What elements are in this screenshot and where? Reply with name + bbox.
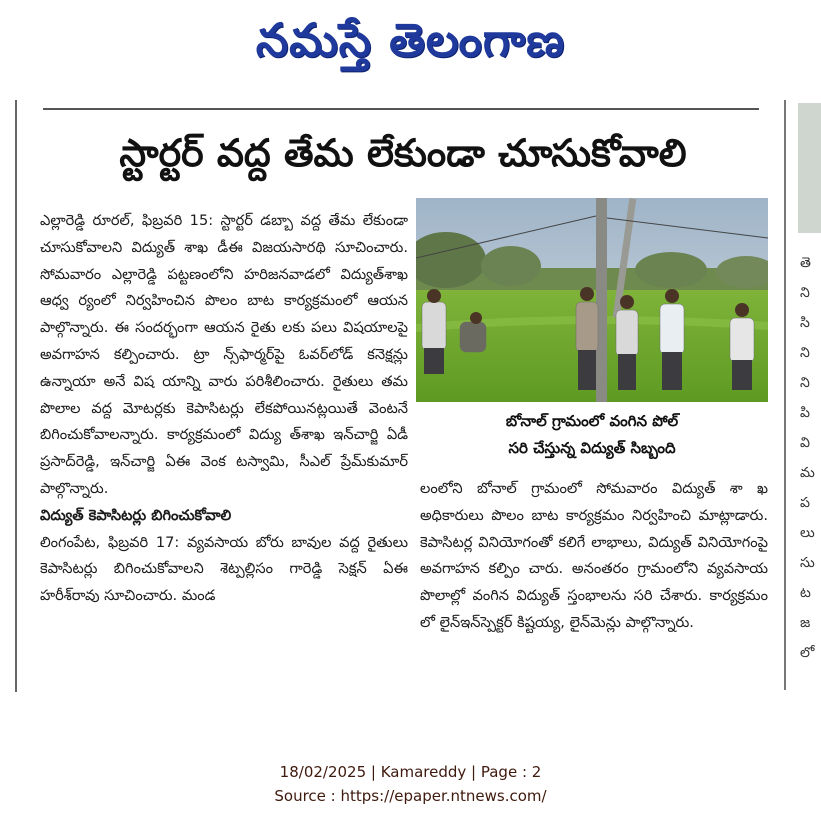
adjacent-text-glyph: ప [800,495,810,511]
newspaper-masthead: నమస్తే తెలంగాణ [255,13,566,67]
footer-edition-info: 18/02/2025 | Kamareddy | Page : 2 [279,763,542,781]
footer-source-link[interactable]: Source : https://epaper.ntnews.com/ [274,787,547,805]
adjacent-text-glyph: లో [800,645,815,661]
adjacent-photo-edge [798,103,821,233]
adjacent-text-glyph: ని [800,285,810,301]
article-subheading: విద్యుత్ కెపాసిటర్లు బిగించుకోవాలి [40,506,232,524]
article-photo [416,198,768,402]
adjacent-text-glyph: మ [800,465,815,481]
adjacent-article-strip [788,95,821,695]
adjacent-text-glyph: పి [800,405,810,421]
adjacent-text-glyph: వి [800,435,810,451]
adjacent-text-glyph: సి [800,315,810,331]
article-headline: స్టార్టర్ వద్ద తేమ లేకుండా చూసుకోవాలి [119,131,687,175]
adjacent-text-glyph: ట [800,585,811,601]
adjacent-text-glyph: ని [800,345,810,361]
article-paragraph: లింగంపేట, ఫిబ్రవరి 17: వ్యవసాయ బోరు బావుల వద్ద రైతులు కెపాసిటర్లు బిగించుకోవాలని శెట్పల్లిసం గారెడ్డి సెక్షన్ ఏఈ హరీశ్‌రావు సూచించారు. మండ [40,533,408,605]
top-rule [43,108,759,110]
article-left-column [40,208,408,610]
adjacent-text-glyph: ని [800,375,810,391]
article-paragraph: లంలోని బోనాల్ గ్రామంలో సోమవారం విద్యుత్ శా ఖ అధికారులు పొలం బాట కార్యక్రమం నిర్వహించి మాట్లాడారు. కెపాసిటర్ల వినియోగంతో కలిగే లాభాలు, విద్యుత్ వినియోగంపై అవగాహన కల్పిం చారు. అనంతరం గ్రామంలోని వ్యవసాయ పొలాల్లో వంగిన విద్యుత్ స్తంభాలను సరి చేశారు. కార్యక్రమం లో లైన్‌ఇన్‌స్పెక్టర్ కిష్టయ్య, లైన్‌మెన్లు పాల్గొన్నారు. [420,480,768,631]
right-column-rule [784,100,786,690]
article-paragraph: ఎల్లారెడ్డి రూరల్, ఫిబ్రవరి 15: స్టార్టర్ డబ్బా వద్ద తేమ లేకుండా చూసుకోవాలని విద్యుత్ శాఖ డీఈ విజయసారథి సూచించారు. సోమవారం ఎల్లారెడ్డి పట్టణంలోని హరిజనవాడలో విద్యుత్‌శాఖ ఆధ్వ ర్యంలో నిర్వహించిన పొలం బాట కార్యక్రమంలో ఆయన పాల్గొన్నారు. ఈ సందర్భంగా ఆయన రైతు లకు పలు విషయాలపై అవగాహన కల్పించారు. ట్రా న్స్‌ఫార్మర్‌పై ఓవర్‌లోడ్ కనెక్షన్లు ఉన్నాయా అనే విష యాన్ని వారు పరిశీలించారు. రైతులు తమ పొలాల వద్ద మోటర్లకు కెపాసిటర్లు లేకపోయినట్లయితే వెంటనే బిగించుకోవాలన్నారు. కార్యక్రమంలో విద్యు త్‌శాఖ ఇన్‌చార్జి ఏడీ ప్రసాద్‌రెడ్డి, ఇన్‌చార్జి ఏఈ వెంక టస్వామి, సీఎల్ ప్రేమ్‌కుమార్ పాల్గొన్నారు. [40,212,408,497]
article-right-column [420,476,768,637]
adjacent-text-glyph: సు [800,555,815,571]
photo-caption-line: బోనాల్ గ్రామంలో వంగిన పోల్ [505,412,679,430]
adjacent-text-glyph: లు [800,525,815,541]
page-footer [0,760,821,808]
photo-caption-line: సరి చేస్తున్న విద్యుత్ సిబ్బంది [508,439,676,457]
left-column-rule [15,100,17,692]
adjacent-text-glyph: జ [800,615,811,631]
adjacent-text-glyph: తె [800,255,811,271]
photo-caption [416,408,768,470]
field-workers-photo [416,198,768,402]
